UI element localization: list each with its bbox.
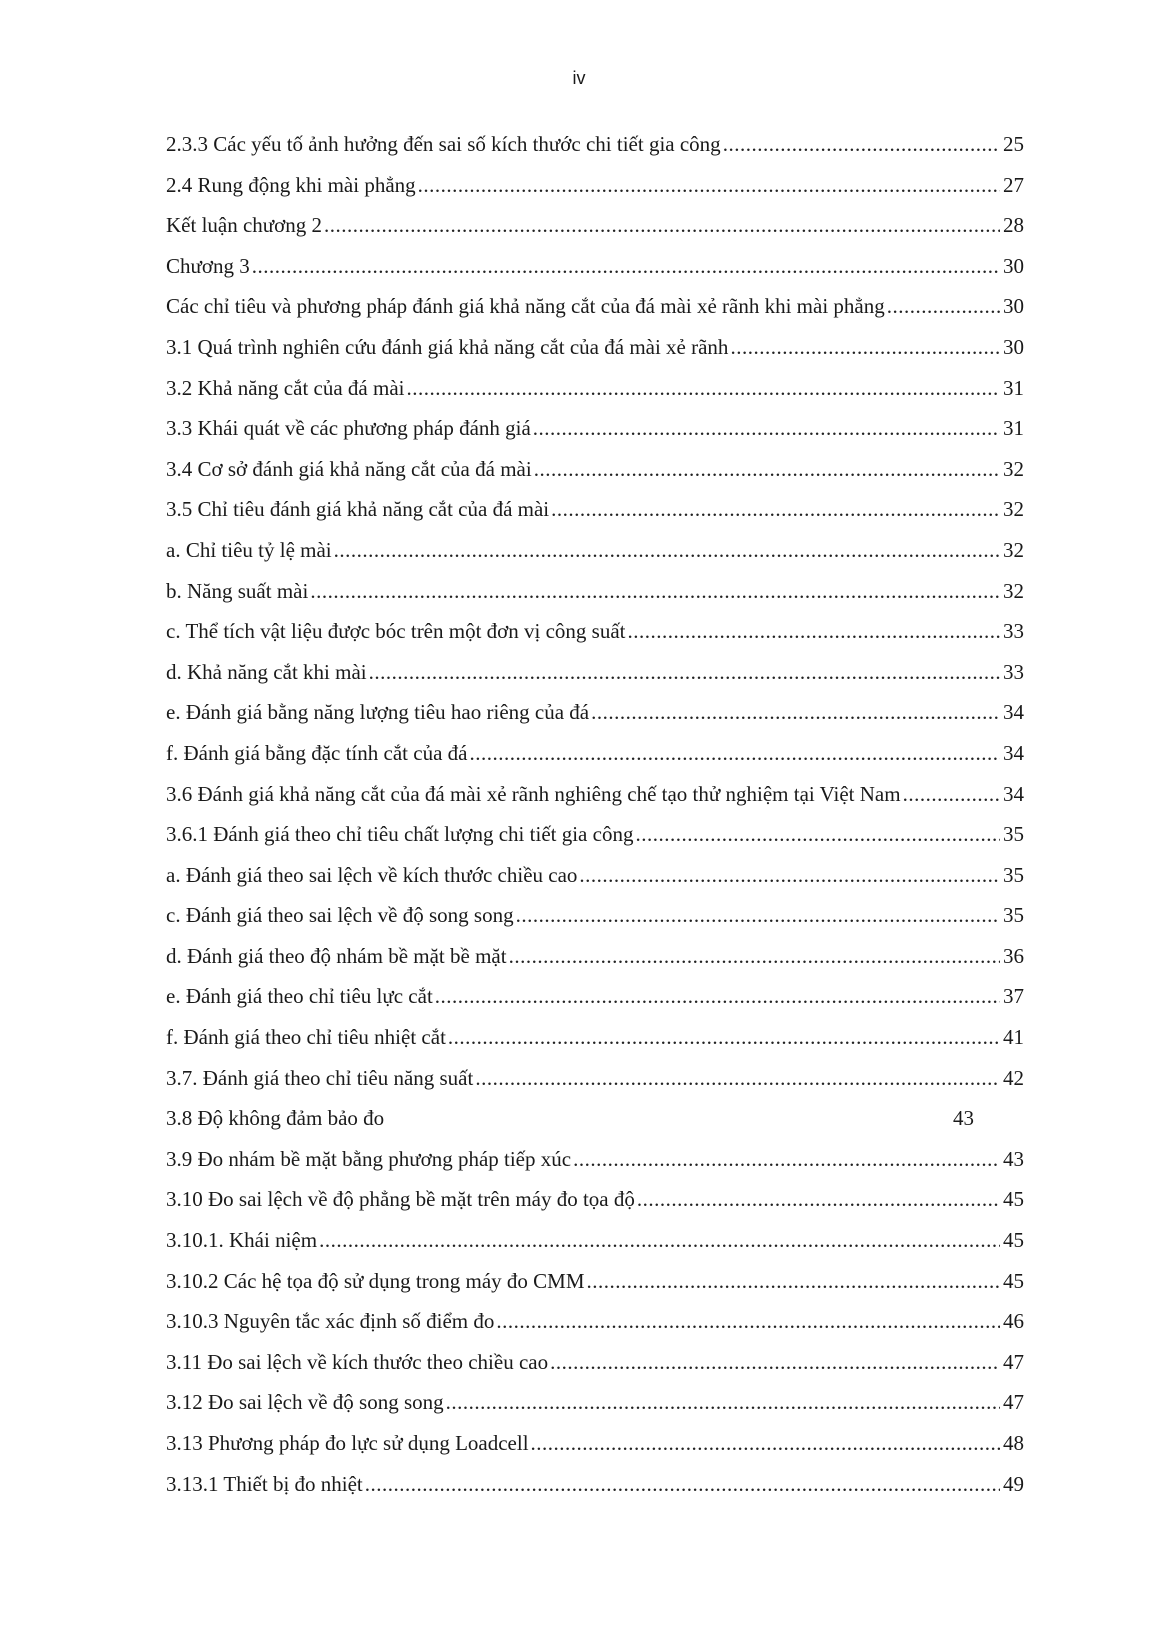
toc-entry[interactable] xyxy=(166,132,1024,173)
toc-dot-leader xyxy=(448,1025,1000,1050)
toc-entry-page: 30 xyxy=(1003,253,1024,278)
toc-dot-leader xyxy=(324,213,1000,238)
toc-dot-leader xyxy=(319,1228,1000,1253)
toc-entry[interactable] xyxy=(166,863,1024,904)
toc-entry[interactable] xyxy=(166,700,1024,741)
toc-entry[interactable] xyxy=(166,254,1024,295)
toc-entry[interactable] xyxy=(166,782,1024,823)
toc-entry-page: 33 xyxy=(1003,619,1024,644)
toc-entry-page: 32 xyxy=(1003,497,1024,522)
toc-entry[interactable] xyxy=(166,1431,1024,1472)
toc-entry-title: 3.10.2 Các hệ tọa độ sử dụng trong máy đo CMM xyxy=(166,1268,585,1293)
toc-entry-page: 30 xyxy=(1003,334,1024,359)
toc-dot-leader xyxy=(550,1350,1000,1375)
toc-entry-title: 3.11 Đo sai lệch về kích thước theo chiều cao xyxy=(166,1349,549,1374)
toc-entry-title: a. Chỉ tiêu tỷ lệ mài xyxy=(166,537,332,562)
toc-dot-leader xyxy=(533,416,1000,441)
toc-entry-title: d. Khả năng cắt khi mài xyxy=(166,659,367,684)
toc-entry-page: 31 xyxy=(1003,375,1024,400)
toc-entry-title: e. Đánh giá theo chỉ tiêu lực cắt xyxy=(166,984,433,1009)
toc-entry[interactable] xyxy=(166,213,1024,254)
toc-entry-page: 47 xyxy=(1003,1390,1024,1415)
toc-entry-title: 3.7. Đánh giá theo chỉ tiêu năng suất xyxy=(166,1065,474,1090)
toc-entry-page: 28 xyxy=(1003,213,1024,238)
toc-entry-title: d. Đánh giá theo độ nhám bề mặt bề mặt xyxy=(166,943,507,968)
toc-entry-title: 3.1 Quá trình nghiên cứu đánh giá khả năng cắt của đá mài xẻ rãnh xyxy=(166,334,729,359)
toc-entry[interactable] xyxy=(166,335,1024,376)
toc-entry[interactable] xyxy=(166,1187,1024,1228)
toc-entry[interactable] xyxy=(166,1472,1024,1513)
toc-entry-title: a. Đánh giá theo sai lệch về kích thước chiều cao xyxy=(166,862,578,887)
toc-entry-page: 36 xyxy=(1003,943,1024,968)
toc-entry-title: 2.4 Rung động khi mài phẳng xyxy=(166,172,416,197)
toc-entry-title: 3.6.1 Đánh giá theo chỉ tiêu chất lượng chi tiết gia công xyxy=(166,822,634,847)
toc-entry[interactable] xyxy=(166,1025,1024,1066)
toc-dot-leader xyxy=(369,660,1000,685)
toc-entry-page: 25 xyxy=(1003,132,1024,156)
toc-entry-title: 3.4 Cơ sở đánh giá khả năng cắt của đá mài xyxy=(166,456,532,481)
toc-dot-leader xyxy=(475,1066,1000,1091)
toc-dot-leader xyxy=(496,1309,1000,1334)
toc-entry-title: 3.9 Đo nhám bề mặt bằng phương pháp tiếp xúc xyxy=(166,1146,572,1171)
toc-entry-page: 32 xyxy=(1003,456,1024,481)
toc-dot-leader xyxy=(310,579,1000,604)
toc-entry-page: 31 xyxy=(1003,416,1024,441)
toc-entry-page: 41 xyxy=(1003,1025,1024,1050)
toc-entry[interactable] xyxy=(166,1228,1024,1269)
toc-entry[interactable] xyxy=(166,660,1024,701)
toc-entry[interactable] xyxy=(166,497,1024,538)
toc-entry[interactable] xyxy=(166,376,1024,417)
toc-entry-title: f. Đánh giá bằng đặc tính cắt của đá xyxy=(166,740,468,765)
toc-dot-leader xyxy=(887,294,1000,319)
toc-dot-leader xyxy=(418,173,1000,198)
toc-entry[interactable] xyxy=(166,538,1024,579)
toc-entry-title: c. Thể tích vật liệu được bóc trên một đơn vị công suất xyxy=(166,619,626,644)
toc-entry-title: 3.10.1. Khái niệm xyxy=(166,1228,318,1253)
toc-entry[interactable] xyxy=(166,1269,1024,1310)
toc-dot-leader xyxy=(591,700,1000,725)
toc-dot-leader xyxy=(435,984,1000,1009)
toc-entry-page: 35 xyxy=(1003,862,1024,887)
toc-dot-leader xyxy=(635,822,1000,847)
toc-entry-title: c. Đánh giá theo sai lệch về độ song song xyxy=(166,903,514,928)
toc-entry-page: 35 xyxy=(1003,822,1024,847)
toc-entry[interactable] xyxy=(166,1106,1024,1147)
toc-entry[interactable] xyxy=(166,294,1024,335)
toc-dot-leader xyxy=(628,619,1000,644)
toc-dot-leader xyxy=(573,1147,1000,1172)
toc-entry-title: 3.8 Độ không đảm bảo đo xyxy=(166,1106,385,1131)
toc-entry[interactable] xyxy=(166,619,1024,660)
toc-entry-page: 43 xyxy=(953,1106,974,1131)
toc-dot-leader xyxy=(516,903,1000,928)
toc-entry[interactable] xyxy=(166,1066,1024,1107)
toc-entry-page: 49 xyxy=(1003,1471,1024,1496)
toc-entry-title: 3.2 Khả năng cắt của đá mài xyxy=(166,375,405,400)
toc-entry-title: 3.5 Chỉ tiêu đánh giá khả năng cắt của đá mài xyxy=(166,497,550,522)
toc-entry-page: 46 xyxy=(1003,1309,1024,1334)
toc-entry-title: 3.13 Phương pháp đo lực sử dụng Loadcell xyxy=(166,1431,529,1455)
toc-entry-page: 32 xyxy=(1003,578,1024,603)
toc-dot-leader xyxy=(365,1472,1000,1497)
toc-entry-title: 3.3 Khái quát về các phương pháp đánh giá xyxy=(166,416,531,441)
toc-dot-leader xyxy=(534,457,1000,482)
toc-dot-leader xyxy=(252,254,1000,279)
toc-entry[interactable] xyxy=(166,579,1024,620)
toc-entry-page: 27 xyxy=(1003,172,1024,197)
toc-entry-page: 34 xyxy=(1003,700,1024,725)
toc-entry-page: 34 xyxy=(1003,740,1024,765)
toc-entry-title: Chương 3 xyxy=(166,253,250,278)
toc-entry[interactable] xyxy=(166,1309,1024,1350)
toc-entry-page: 47 xyxy=(1003,1349,1024,1374)
toc-entry[interactable] xyxy=(166,416,1024,457)
toc-entry-page: 37 xyxy=(1003,984,1024,1009)
toc-dot-leader xyxy=(531,1431,1000,1456)
toc-entry-page: 33 xyxy=(1003,659,1024,684)
toc-entry-title: e. Đánh giá bằng năng lượng tiêu hao riêng của đá xyxy=(166,700,590,725)
toc-entry-title: 2.3.3 Các yếu tố ảnh hưởng đến sai số kích thước chi tiết gia công xyxy=(166,132,721,156)
toc-entry-page: 30 xyxy=(1003,294,1024,319)
toc-entry-title: 3.12 Đo sai lệch về độ song song xyxy=(166,1390,444,1415)
toc-entry[interactable] xyxy=(166,944,1024,985)
toc-entry-title: 3.10 Đo sai lệch về độ phẳng bề mặt trên máy đo tọa độ xyxy=(166,1187,635,1212)
toc-entry-title: b. Năng suất mài xyxy=(166,578,309,603)
toc-entry-page: 48 xyxy=(1003,1431,1024,1455)
toc-dot-leader xyxy=(446,1390,1000,1415)
toc-dot-leader xyxy=(407,376,1001,401)
toc-entry-title: 3.6 Đánh giá khả năng cắt của đá mài xẻ rãnh nghiêng chế tạo thử nghiệm tại Việt Nam xyxy=(166,781,901,806)
toc-entry-title: f. Đánh giá theo chỉ tiêu nhiệt cắt xyxy=(166,1025,446,1050)
toc-entry-title: Các chỉ tiêu và phương pháp đánh giá khả năng cắt của đá mài xẻ rãnh khi mài phẳng xyxy=(166,294,885,319)
toc-entry-page: 32 xyxy=(1003,537,1024,562)
toc-entry[interactable] xyxy=(166,822,1024,863)
toc-dot-leader xyxy=(637,1187,1000,1212)
toc-entry-title: 3.13.1 Thiết bị đo nhiệt xyxy=(166,1471,363,1496)
toc-dot-leader xyxy=(730,335,1000,360)
toc-entry[interactable] xyxy=(166,903,1024,944)
toc-entry[interactable] xyxy=(166,1147,1024,1188)
toc-entry[interactable] xyxy=(166,173,1024,214)
toc-entry[interactable] xyxy=(166,1390,1024,1431)
toc-dot-leader xyxy=(723,132,1000,157)
toc-dot-leader xyxy=(509,944,1000,969)
toc-dot-leader xyxy=(587,1269,1000,1294)
toc-entry[interactable] xyxy=(166,741,1024,782)
toc-entry-page: 45 xyxy=(1003,1268,1024,1293)
toc-entry[interactable] xyxy=(166,984,1024,1025)
toc-dot-leader xyxy=(551,497,1000,522)
toc-entry-page: 35 xyxy=(1003,903,1024,928)
toc-entry[interactable] xyxy=(166,1350,1024,1391)
toc-dot-leader xyxy=(903,782,1000,807)
page-number: iv xyxy=(572,68,586,88)
toc-entry-page: 45 xyxy=(1003,1228,1024,1253)
toc-entry-page: 43 xyxy=(1003,1146,1024,1171)
toc-entry-page: 34 xyxy=(1003,781,1024,806)
toc-entry-page: 45 xyxy=(1003,1187,1024,1212)
toc-entry-title: Kết luận chương 2 xyxy=(166,213,323,238)
table-of-contents xyxy=(166,132,1024,1512)
toc-entry-page: 42 xyxy=(1003,1065,1024,1090)
toc-dot-leader xyxy=(334,538,1000,563)
toc-dot-leader xyxy=(469,741,1000,766)
toc-dot-leader xyxy=(579,863,1000,888)
toc-entry[interactable] xyxy=(166,457,1024,498)
toc-entry-title: 3.10.3 Nguyên tắc xác định số điểm đo xyxy=(166,1309,495,1334)
